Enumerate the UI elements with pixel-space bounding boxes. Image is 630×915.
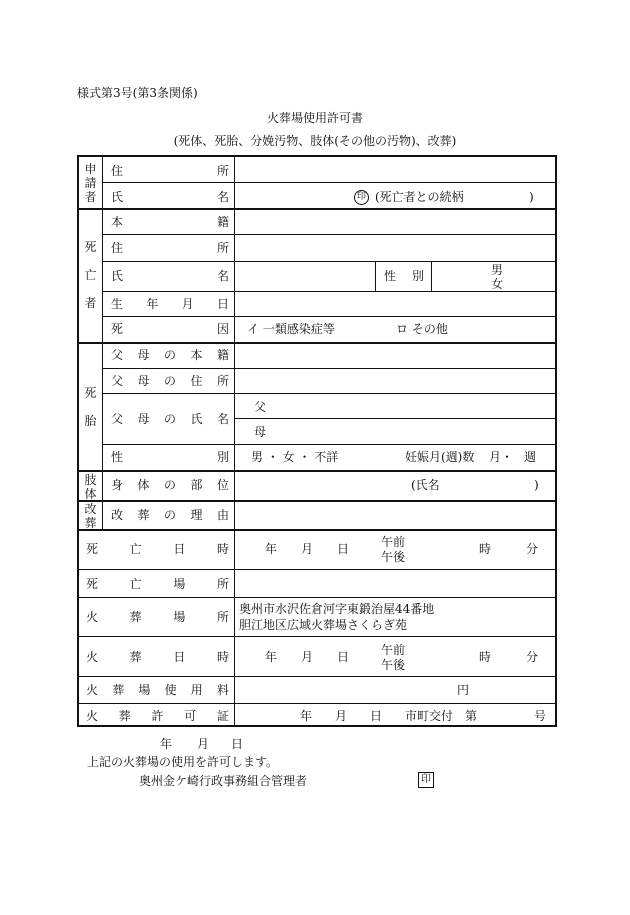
death-year-unit: 年 xyxy=(265,542,278,556)
section-applicant: 申 請 者 xyxy=(84,162,97,204)
gestation-month-unit: 月・ xyxy=(489,450,514,464)
stillbirth-sex-options: 男 ・ 女 ・ 不詳 xyxy=(251,450,339,464)
reburial-reason-label: 改 葬 の 理 由 xyxy=(111,508,229,522)
administrator-seal: 印 xyxy=(418,772,434,788)
cremation-datetime-label: 火 葬 日 時 xyxy=(86,650,229,664)
cause-option-other: ロ その他 xyxy=(396,322,448,336)
cremation-day-unit: 日 xyxy=(337,650,350,664)
permit-number-suffix: 号 xyxy=(534,709,547,723)
administrator-name: 奥州金ケ崎行政事務組合管理者 xyxy=(139,774,308,788)
section-reburial: 改 葬 xyxy=(84,502,97,530)
permission-statement: 上記の火葬場の使用を許可します。 xyxy=(87,755,279,769)
relation-close-text: ) xyxy=(529,190,534,204)
permit-number-prefix: 第 xyxy=(465,709,478,723)
cremation-month-unit: 月 xyxy=(301,650,314,664)
footer-day-unit: 日 xyxy=(231,737,244,751)
crematorium-label: 火 葬 場 所 xyxy=(86,610,229,624)
cremation-hour-unit: 時 xyxy=(479,650,492,664)
permit-label: 火 葬 許 可 証 xyxy=(86,709,229,723)
deceased-address-label: 住 所 xyxy=(111,241,229,255)
footer-year-unit: 年 xyxy=(160,737,173,751)
crematorium-address: 奥州市水沢佐倉河字東鍛治屋44番地 xyxy=(239,602,435,616)
father-label: 父 xyxy=(254,400,267,414)
parents-address-label: 父 母 の 住 所 xyxy=(111,374,229,388)
limb-name-open: (氏名 xyxy=(411,478,440,492)
permit-month-unit: 月 xyxy=(335,709,348,723)
permit-day-unit: 日 xyxy=(370,709,383,723)
parents-name-label: 父 母 の 氏 名 xyxy=(111,412,229,426)
form-subtitle: (死体、死胎、分娩汚物、肢体(その他の汚物)、改葬) xyxy=(173,134,457,148)
fee-yen-unit: 円 xyxy=(457,683,470,697)
application-form-table xyxy=(77,155,557,727)
body-part-label: 身 体 の 部 位 xyxy=(111,478,229,492)
deceased-name-label: 氏 名 xyxy=(111,269,229,283)
cause-option-infectious: イ 一類感染症等 xyxy=(247,322,335,336)
permit-issuer: 市町交付 xyxy=(405,709,454,723)
parents-domicile-label: 父 母 の 本 籍 xyxy=(111,348,229,362)
relation-open-text: (死亡者との続柄 xyxy=(375,190,464,204)
fee-label: 火 葬 場 使 用 料 xyxy=(86,683,229,697)
death-month-unit: 月 xyxy=(301,542,314,556)
deceased-cause-label: 死 因 xyxy=(111,322,229,336)
death-place-label: 死 亡 場 所 xyxy=(86,577,229,591)
death-datetime-label: 死 亡 日 時 xyxy=(86,542,229,556)
deceased-birthdate-label: 生 年 月 日 xyxy=(111,297,229,311)
applicant-seal: 印 xyxy=(354,189,369,205)
form-style-number: 様式第3号(第3条関係) xyxy=(77,86,198,100)
cremation-am: 午前 xyxy=(381,643,406,657)
crematorium-facility-name: 胆江地区広域火葬場さくらぎ苑 xyxy=(239,618,408,632)
form-title: 火葬場使用許可書 xyxy=(266,111,363,125)
gestation-label: 妊娠月(週)数 xyxy=(405,450,475,464)
stillbirth-sex-label: 性 別 xyxy=(111,450,229,464)
cremation-pm: 午後 xyxy=(381,658,406,672)
deceased-sex-label: 性 別 xyxy=(384,269,424,283)
limb-name-close: ) xyxy=(534,478,539,492)
gestation-week-unit: 週 xyxy=(524,450,537,464)
cremation-minute-unit: 分 xyxy=(526,650,539,664)
section-stillbirth: 死 胎 xyxy=(84,386,97,428)
death-am: 午前 xyxy=(381,535,406,549)
section-limb: 肢 体 xyxy=(84,473,97,501)
section-deceased: 死 亡 者 xyxy=(84,240,97,310)
death-day-unit: 日 xyxy=(337,542,350,556)
death-pm: 午後 xyxy=(381,550,406,564)
death-minute-unit: 分 xyxy=(526,542,539,556)
death-hour-unit: 時 xyxy=(479,542,492,556)
applicant-name-label: 氏 名 xyxy=(111,190,229,204)
deceased-sex-male: 男 xyxy=(491,263,504,277)
permit-year-unit: 年 xyxy=(300,709,313,723)
cremation-year-unit: 年 xyxy=(265,650,278,664)
deceased-domicile-label: 本 籍 xyxy=(111,215,229,229)
applicant-address-label: 住 所 xyxy=(111,164,229,178)
mother-label: 母 xyxy=(254,425,267,439)
deceased-sex-female: 女 xyxy=(491,277,504,291)
footer-month-unit: 月 xyxy=(197,737,210,751)
